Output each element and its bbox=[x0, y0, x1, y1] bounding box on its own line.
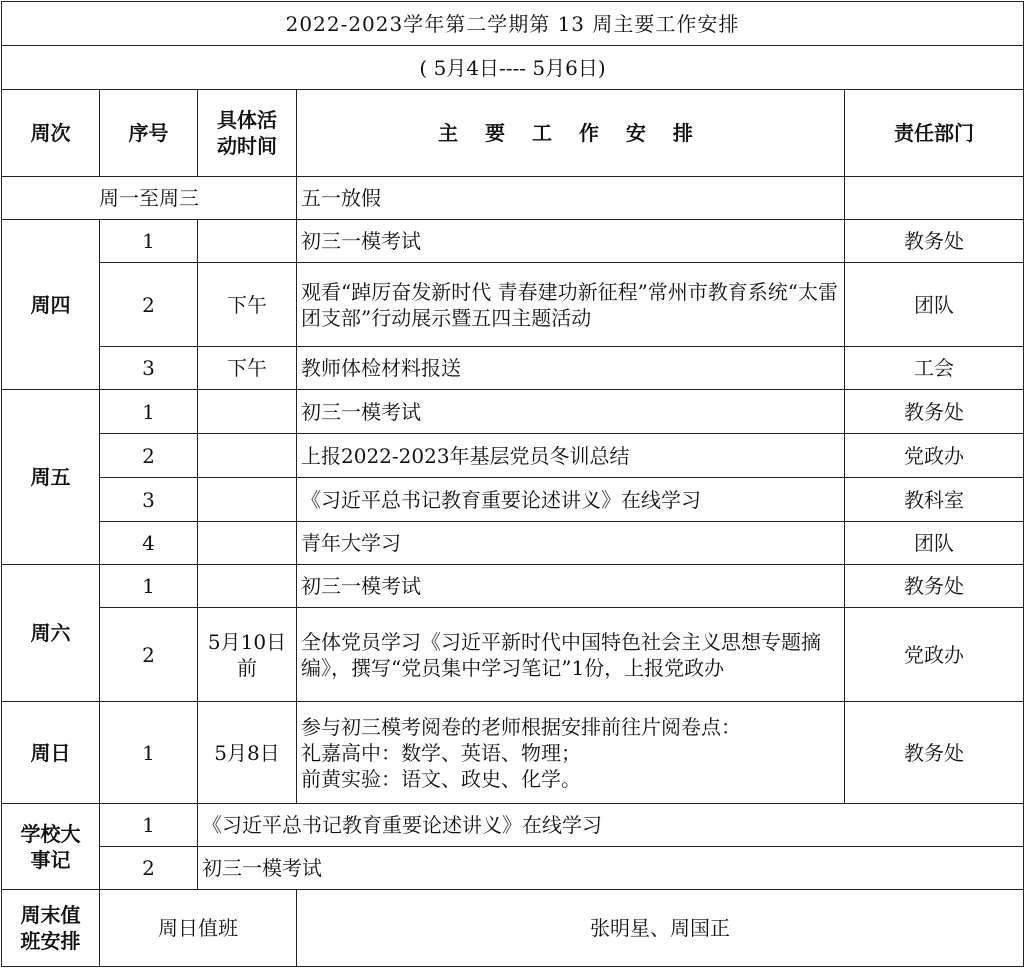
day-sunday: 周日 bbox=[2, 702, 100, 804]
day-thursday: 周四 bbox=[2, 220, 100, 390]
table-row bbox=[2, 702, 1024, 804]
duty-label-line2: 班安排 bbox=[20, 929, 81, 953]
task-cell: 青年大学习 bbox=[297, 522, 845, 565]
seq-cell: 1 bbox=[100, 390, 198, 434]
seq-cell: 4 bbox=[100, 522, 198, 565]
task-cell: 初三一模考试 bbox=[297, 565, 845, 608]
seq-cell: 2 bbox=[100, 608, 198, 702]
task-cell: 观看“踔厉奋发新时代 青春建功新征程”常州市教育系统“太雷团支部”行动展示暨五四主题活动 bbox=[297, 263, 845, 347]
events-label bbox=[2, 804, 100, 890]
table-row bbox=[2, 804, 1024, 847]
task-line: 前黄实验：语文、政史、化学。 bbox=[301, 766, 581, 791]
table-row bbox=[2, 220, 1024, 263]
date-range: ( 5月4日---- 5月6日) bbox=[2, 46, 1024, 90]
table-row bbox=[2, 434, 1024, 478]
table-row bbox=[2, 522, 1024, 565]
holiday-days: 周一至周三 bbox=[2, 177, 297, 220]
time-cell bbox=[198, 565, 297, 608]
time-cell bbox=[198, 434, 297, 478]
seq-cell: 2 bbox=[100, 847, 198, 890]
time-cell: 下午 bbox=[198, 263, 297, 347]
task-cell: 初三一模考试 bbox=[297, 220, 845, 263]
dept-cell: 教务处 bbox=[845, 220, 1024, 263]
table-row bbox=[2, 608, 1024, 702]
time-cell bbox=[198, 390, 297, 434]
title-row bbox=[2, 2, 1024, 46]
table-row bbox=[2, 565, 1024, 608]
task-cell: 初三一模考试 bbox=[198, 847, 1024, 890]
dept-cell: 工会 bbox=[845, 347, 1024, 390]
duty-label bbox=[2, 890, 100, 967]
seq-cell: 1 bbox=[100, 220, 198, 263]
time-line: 5月10日 bbox=[207, 629, 287, 654]
events-label-line1: 学校大 bbox=[20, 821, 81, 846]
task-line: 参与初三模考阅卷的老师根据安排前往片阅卷点： bbox=[301, 714, 741, 739]
dept-cell: 党政办 bbox=[845, 434, 1024, 478]
task-cell: 初三一模考试 bbox=[297, 390, 845, 434]
time-cell bbox=[198, 478, 297, 522]
header-row bbox=[2, 90, 1024, 177]
header-time-line1: 具体活 bbox=[217, 108, 277, 132]
duty-label-line1: 周末值 bbox=[20, 903, 81, 927]
time-cell: 5月8日 bbox=[198, 702, 297, 804]
seq-cell: 3 bbox=[100, 478, 198, 522]
table-row bbox=[2, 263, 1024, 347]
time-cell bbox=[198, 522, 297, 565]
events-label-line2: 事记 bbox=[30, 847, 71, 872]
table-row bbox=[2, 478, 1024, 522]
time-cell bbox=[198, 220, 297, 263]
dept-cell: 党政办 bbox=[845, 608, 1024, 702]
header-week: 周次 bbox=[2, 90, 100, 177]
dept-cell: 团队 bbox=[845, 522, 1024, 565]
seq-cell: 2 bbox=[100, 263, 198, 347]
holiday-dept bbox=[845, 177, 1024, 220]
time-cell: 下午 bbox=[198, 347, 297, 390]
task-cell: 全体党员学习《习近平新时代中国特色社会主义思想专题摘编》，撰写“党员集中学习笔记”1份，上报党政办 bbox=[297, 608, 845, 702]
table-row bbox=[2, 347, 1024, 390]
subtitle-row bbox=[2, 46, 1024, 90]
task-cell: 教师体检材料报送 bbox=[297, 347, 845, 390]
seq-cell: 3 bbox=[100, 347, 198, 390]
schedule-table bbox=[1, 1, 1024, 967]
header-time bbox=[198, 90, 297, 177]
duty-row bbox=[2, 890, 1024, 967]
seq-cell: 1 bbox=[100, 702, 198, 804]
seq-cell: 1 bbox=[100, 804, 198, 847]
time-cell bbox=[198, 608, 297, 702]
day-friday: 周五 bbox=[2, 390, 100, 565]
dept-cell: 团队 bbox=[845, 263, 1024, 347]
dept-cell: 教科室 bbox=[845, 478, 1024, 522]
task-cell bbox=[297, 702, 845, 804]
header-dept: 责任部门 bbox=[845, 90, 1024, 177]
dept-cell: 教务处 bbox=[845, 565, 1024, 608]
header-time-line2: 动时间 bbox=[217, 134, 277, 158]
dept-cell: 教务处 bbox=[845, 390, 1024, 434]
duty-people: 张明星、周国正 bbox=[297, 890, 1024, 967]
task-cell: 《习近平总书记教育重要论述讲义》在线学习 bbox=[297, 478, 845, 522]
header-seq: 序号 bbox=[100, 90, 198, 177]
time-line: 前 bbox=[237, 655, 257, 680]
task-line: 礼嘉高中：数学、英语、物理； bbox=[301, 740, 581, 765]
page-title: 2022-2023学年第二学期第 13 周主要工作安排 bbox=[2, 2, 1024, 46]
header-main: 主 要 工 作 安 排 bbox=[297, 90, 845, 177]
holiday-task: 五一放假 bbox=[297, 177, 845, 220]
table-row bbox=[2, 847, 1024, 890]
table-row bbox=[2, 390, 1024, 434]
task-cell: 《习近平总书记教育重要论述讲义》在线学习 bbox=[198, 804, 1024, 847]
task-cell: 上报2022-2023年基层党员冬训总结 bbox=[297, 434, 845, 478]
dept-cell: 教务处 bbox=[845, 702, 1024, 804]
seq-cell: 1 bbox=[100, 565, 198, 608]
day-saturday: 周六 bbox=[2, 565, 100, 702]
duty-type: 周日值班 bbox=[100, 890, 297, 967]
holiday-row bbox=[2, 177, 1024, 220]
seq-cell: 2 bbox=[100, 434, 198, 478]
